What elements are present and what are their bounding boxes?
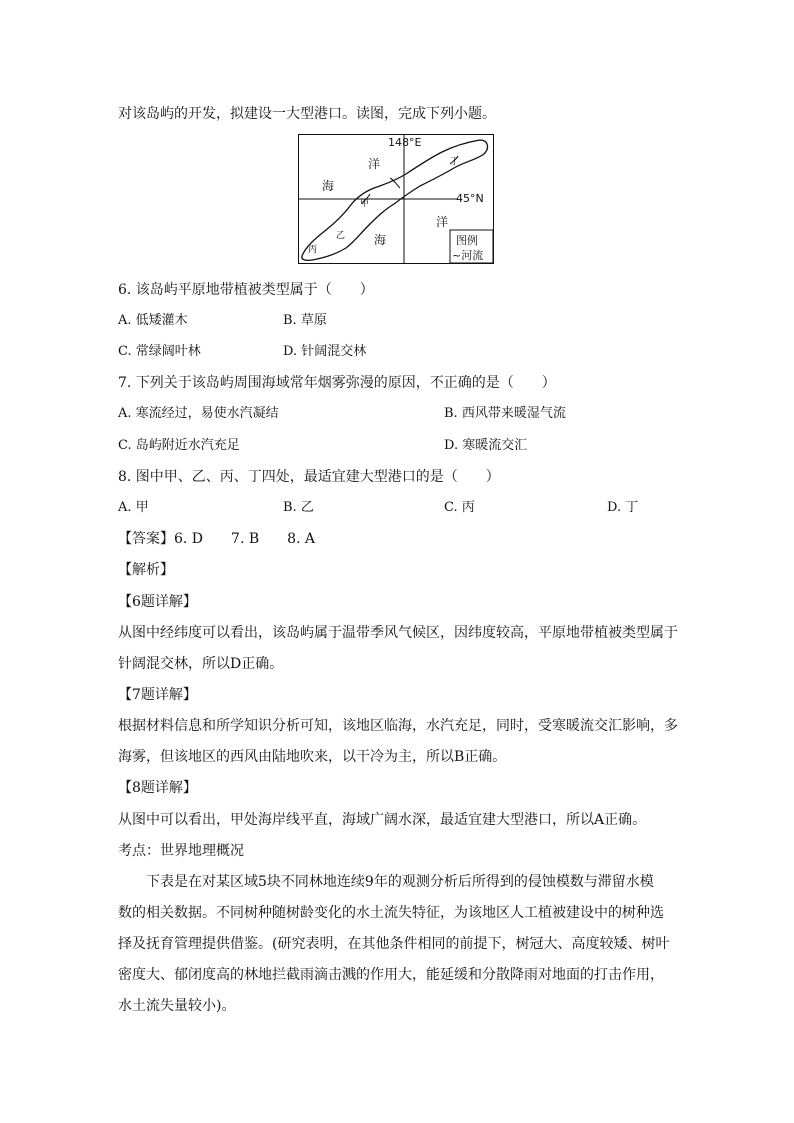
island-map-figure [298,134,494,264]
question-8-stem: 8. 图中甲、乙、丙、丁四处，最适宜建大型港口的是（ ） [118,469,500,485]
passage-line: 水土流失量较小)。 [118,998,236,1014]
lon-label: 148°E [388,136,422,149]
legend-river: ~河流 [452,249,484,262]
q7-option-a: A. 寒流经过，易使水汽凝结 [118,406,279,421]
intro-text: 对该岛屿的开发，拟建设一大型港口。读图，完成下列小题。 [118,106,496,122]
q7-option-b: B. 西风带来暖湿气流 [444,406,566,421]
site-yi: 乙 [336,231,346,241]
q6-option-a: A. 低矮灌木 [118,313,188,328]
q8-option-c: C. 丙 [444,500,475,515]
q8-option-b: B. 乙 [283,500,314,515]
passage-line: 下表是在对某区域5块不同林地连续9年的观测分析后所得到的侵蚀模数与滞留水模 [118,874,654,890]
q7-option-d: D. 寒暖流交汇 [444,438,528,453]
lat-label: 45°N [456,192,484,205]
q6-detail-heading: 【6题详解】 [118,594,197,610]
sea-label-left: 海 [322,179,335,193]
q8-option-a: A. 甲 [118,500,149,515]
q6-detail-text: 针阔混交林，所以D正确。 [118,656,284,672]
question-7-stem: 7. 下列关于该岛屿周围海域常年烟雾弥漫的原因，不正确的是（ ） [118,375,556,391]
sea-label-bottom: 海 [374,233,387,247]
q8-option-d: D. 丁 [607,500,639,515]
q7-detail-text: 海雾，但该地区的西风由陆地吹来，以干冷为主，所以B正确。 [118,749,507,765]
q6-option-d: D. 针阔混交林 [283,344,367,359]
passage-line: 择及抚育管理提供借鉴。(研究表明，在其他条件相同的前提下，树冠大、高度较矮、树叶 [118,936,670,952]
question-6-stem: 6. 该岛屿平原地带植被类型属于（ ） [118,282,374,298]
q7-detail-heading: 【7题详解】 [118,687,197,703]
site-ding: 丁 [450,157,460,167]
kaodian-line: 考点：世界地理概况 [118,843,244,859]
analysis-heading: 【解析】 [118,562,174,578]
q8-detail-heading: 【8题详解】 [118,780,197,796]
q7-detail-text: 根据材料信息和所学知识分析可知，该地区临海，水汽充足，同时，受寒暖流交汇影响，多 [118,718,678,734]
site-jia: 甲 [360,199,370,209]
answer-line: 【答案】6. D 7. B 8. A [118,531,316,547]
island-map [298,134,494,264]
site-bing: 丙 [308,245,318,255]
q6-option-c: C. 常绿阔叶林 [118,344,201,359]
q6-option-b: B. 草原 [283,313,327,328]
ocean-label-right: 洋 [436,215,449,229]
passage-line: 数的相关数据。不同树种随树龄变化的水土流失特征，为该地区人工植被建设中的树种选 [118,905,664,921]
ocean-label-top: 洋 [368,157,381,171]
passage-line: 密度大、郁闭度高的林地拦截雨滴击溅的作用大，能延缓和分散降雨对地面的打击作用， [118,967,664,983]
legend-title: 图例 [456,234,478,247]
q6-detail-text: 从图中经纬度可以看出，该岛屿属于温带季风气候区，因纬度较高，平原地带植被类型属于 [118,625,678,641]
q7-option-c: C. 岛屿附近水汽充足 [118,438,240,453]
q8-detail-text: 从图中可以看出，甲处海岸线平直，海域广阔水深，最适宜建大型港口，所以A正确。 [118,812,647,828]
